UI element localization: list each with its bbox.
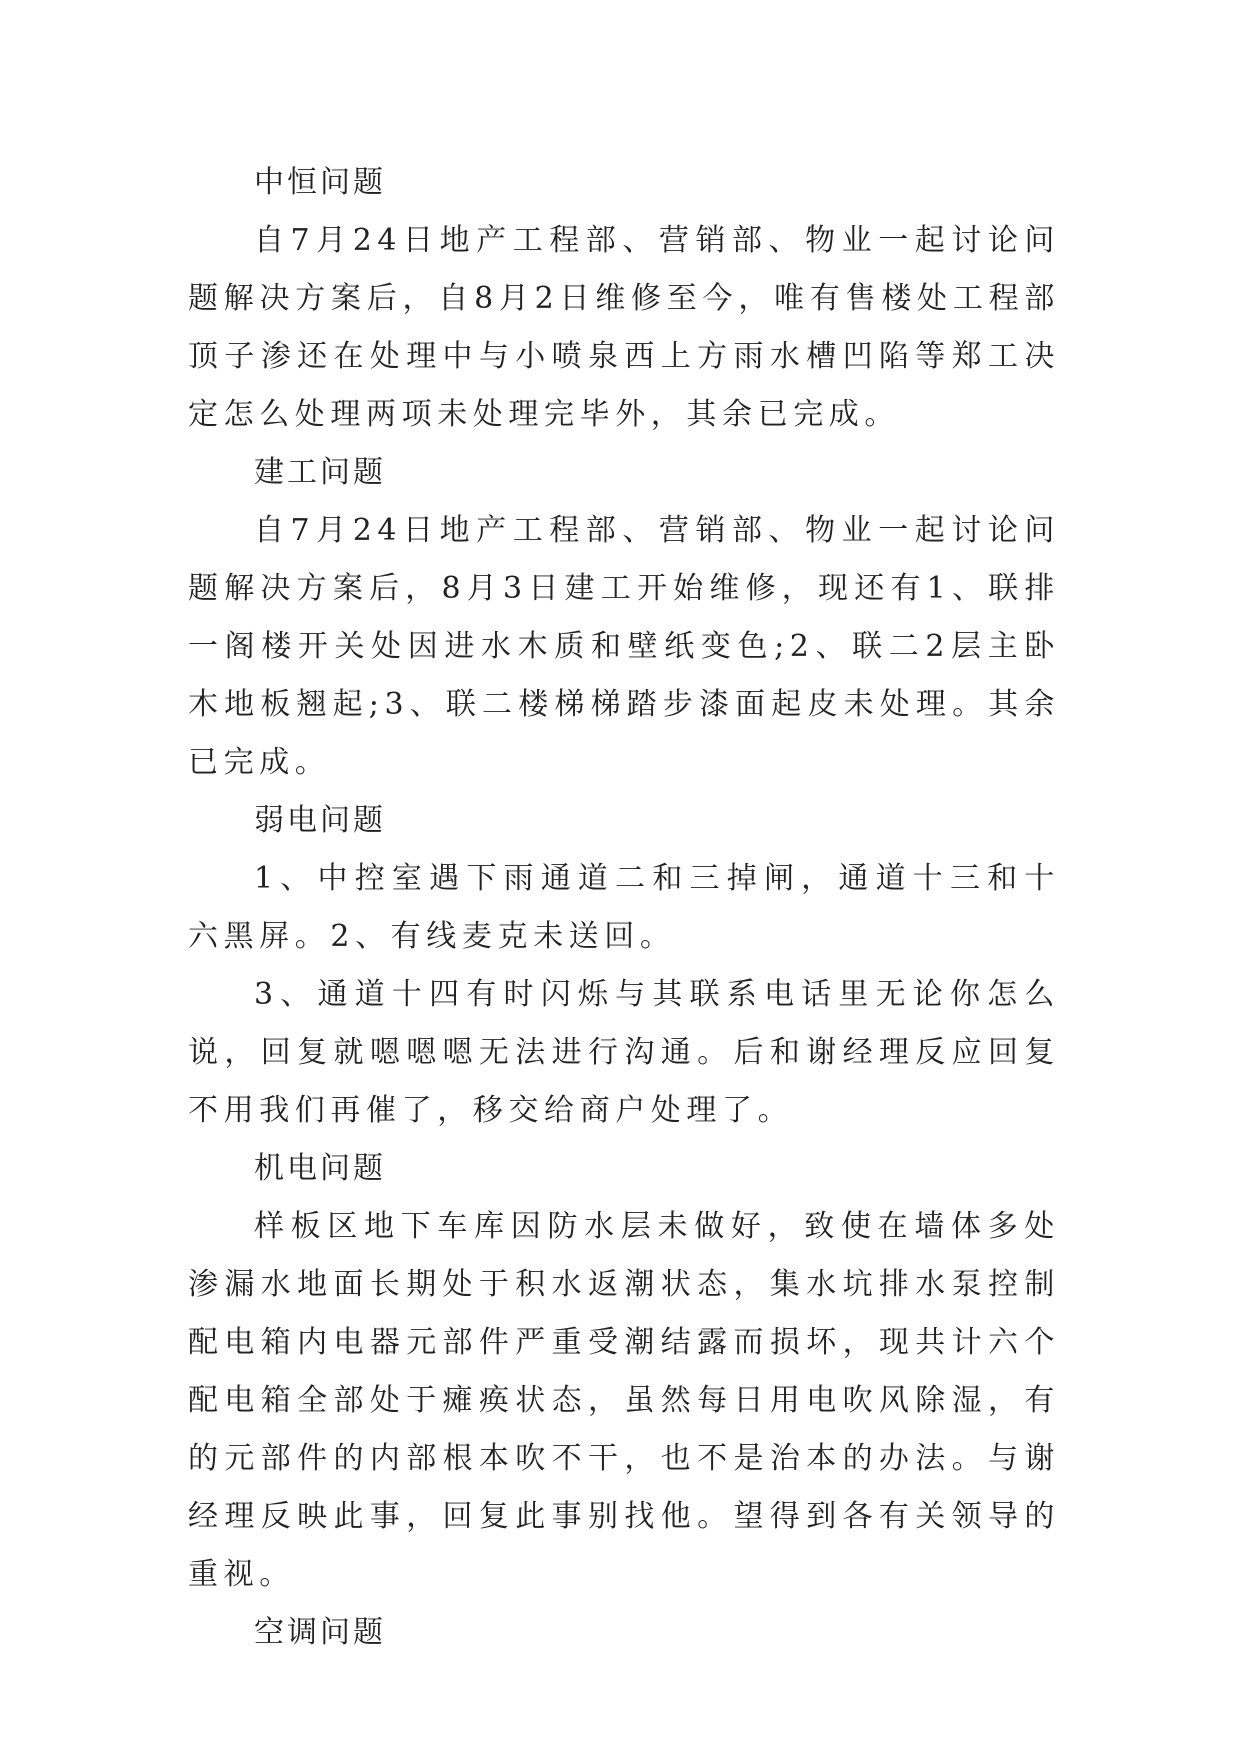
section-heading-zhongheng: 中恒问题	[254, 165, 386, 200]
document-page	[188, 154, 1060, 1662]
section-paragraph: 自7月24日地产工程部、营销部、物业一起讨论问题解决方案后，8月3日建工开始维修，现还有1、联排一阁楼开关处因进水木质和壁纸变色;2、联二2层主卧木地板翘起;3、联二楼梯梯踏步漆面起皮未处理。其余已完成。	[188, 513, 1060, 780]
section-paragraph: 样板区地下车库因防水层未做好，致使在墙体多处渗漏水地面长期处于积水返潮状态，集水坑排水泵控制配电箱内电器元部件严重受潮结露而损坏，现共计六个配电箱全部处于瘫痪状态，虽然每日用电吹风除湿，有的元部件的内部根本吹不干，也不是治本的办法。与谢经理反映此事，回复此事别找他。望得到各有关领导的重视。	[188, 1209, 1060, 1592]
section-heading-kongtiao: 空调问题	[254, 1615, 386, 1650]
section-paragraph: 自7月24日地产工程部、营销部、物业一起讨论问题解决方案后，自8月2日维修至今，唯有售楼处工程部顶子渗还在处理中与小喷泉西上方雨水槽凹陷等郑工决定怎么处理两项未处理完毕外，其余已完成。	[188, 223, 1060, 432]
section-paragraph: 1、中控室遇下雨通道二和三掉闸，通道十三和十六黑屏。2、有线麦克未送回。	[188, 861, 1060, 954]
section-heading-ruodian: 弱电问题	[254, 803, 386, 838]
section-heading-jidian: 机电问题	[254, 1151, 386, 1186]
section-paragraph: 3、通道十四有时闪烁与其联系电话里无论你怎么说，回复就嗯嗯嗯无法进行沟通。后和谢经理反应回复不用我们再催了，移交给商户处理了。	[188, 977, 1060, 1128]
section-heading-jiangong: 建工问题	[254, 455, 386, 490]
